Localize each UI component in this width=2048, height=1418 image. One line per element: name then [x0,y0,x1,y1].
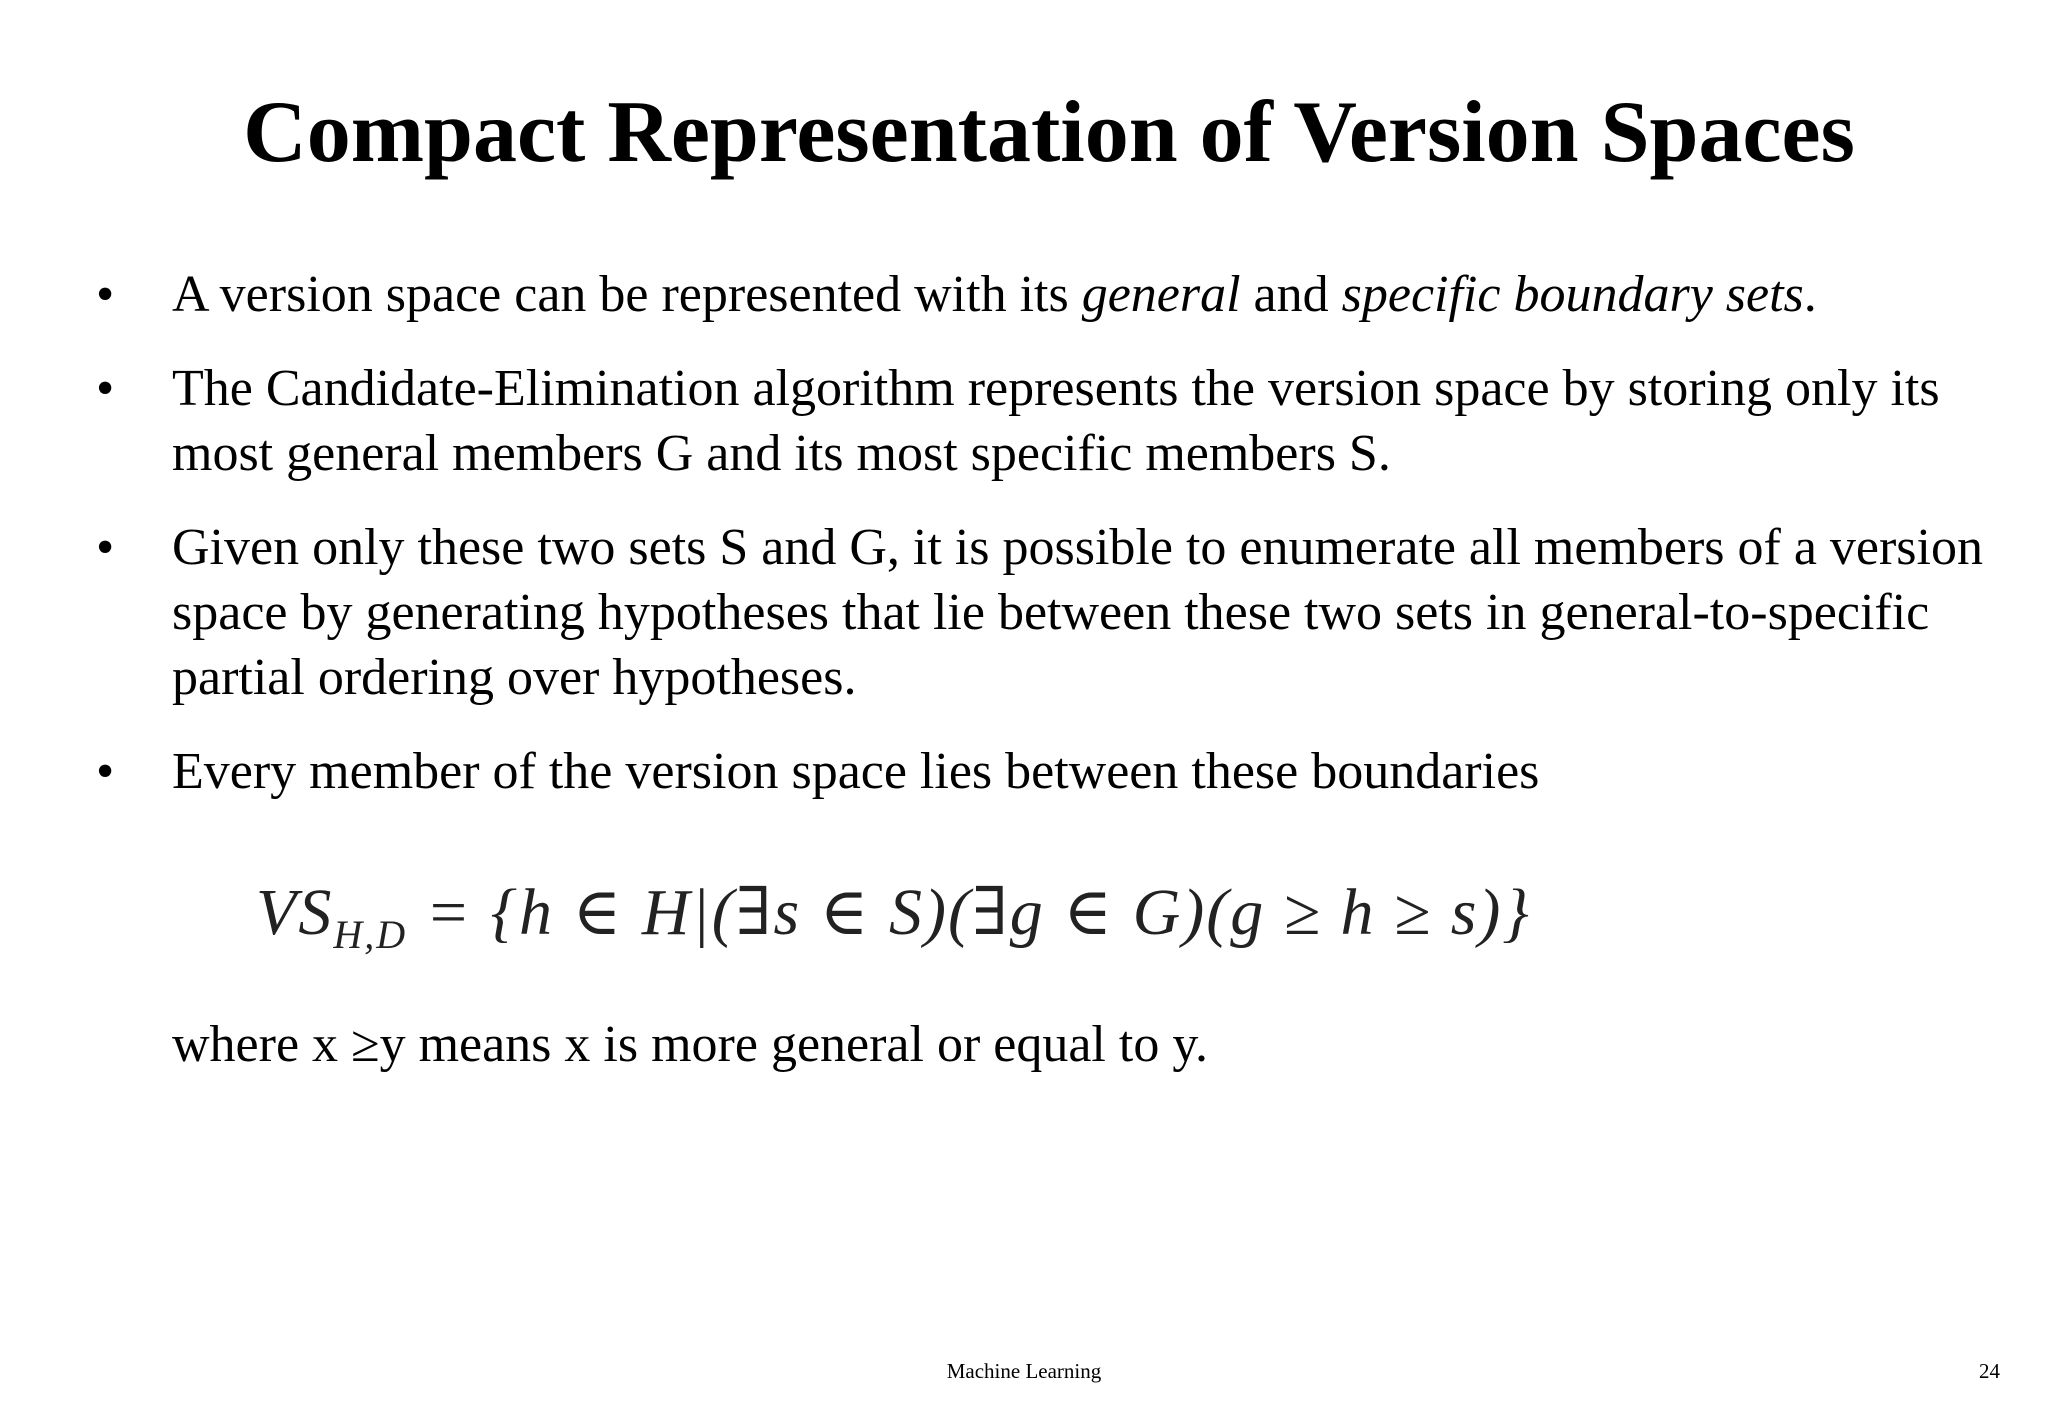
bullet-1-text-c: . [1803,266,1817,323]
bullet-item-4 [96,739,2016,804]
bullet-item-2 [96,356,2016,486]
bullet-1-text-b: and [1240,266,1342,323]
formula-lhs: VS [256,876,334,949]
bullet-3-text: Given only these two sets S and G, it is possible to enumerate all members of a version space by generating hypotheses that lie between these two sets in general-to-specific partial ordering over hypotheses. [172,519,1983,706]
bullet-1-term-general: general [1081,266,1241,323]
footer-page-number: 24 [1979,1359,2000,1383]
bullet-symbol: • [96,266,115,323]
slide-title: Compact Representation of Version Spaces [243,84,1855,181]
formula-lhs-subscript: H,D [333,912,408,957]
bullet-1-text-a: A version space can be represented with its [172,266,1082,323]
bullet-4-text: Every member of the version space lies between these boundaries [172,743,1540,800]
bullet-symbol: • [96,360,115,417]
footer-course-name: Machine Learning [946,1359,1102,1383]
formula-explanation: where x ≥y means x is more general or equal to y. [172,1016,1208,1073]
bullet-item-1 [96,262,2016,327]
bullet-list [96,262,2016,833]
bullet-2-text: The Candidate-Elimination algorithm represents the version space by storing only its most general members G and its most specific members S. [172,360,1940,482]
bullet-1-term-specific: specific boundary sets [1341,266,1804,323]
bullet-item-3 [96,515,2016,710]
bullet-symbol: • [96,519,115,576]
version-space-formula [256,868,1531,980]
bullet-symbol: • [96,743,115,800]
formula-rhs: = {h ∈ H|(∃s ∈ S)(∃g ∈ G)(g ≥ h ≥ s)} [425,876,1531,949]
